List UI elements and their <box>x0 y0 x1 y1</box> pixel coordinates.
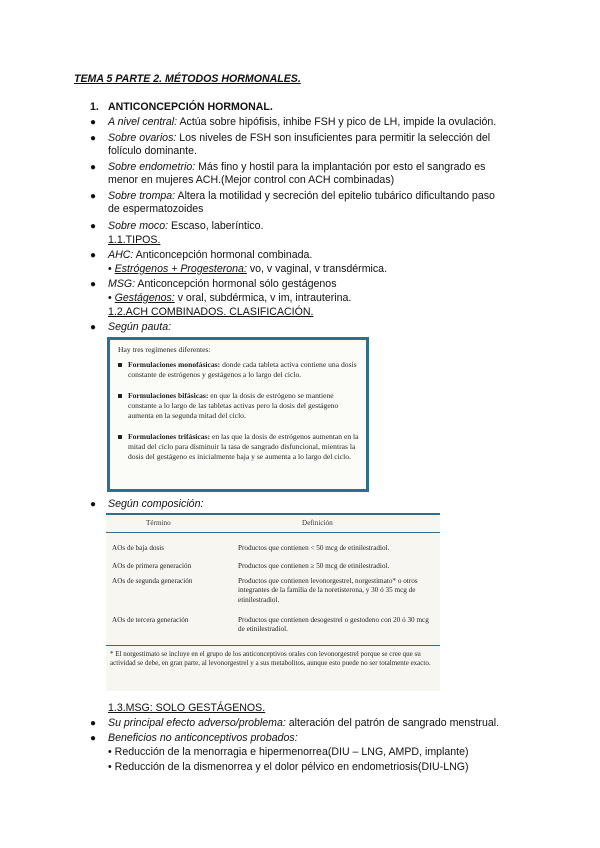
list-item: Sobre moco: Escaso, laberíntico. <box>108 220 264 232</box>
sub-list-item: • Gestágenos: v oral, subdérmica, v im, intrauterina. <box>108 292 352 304</box>
table-cell: AOs de baja dosis <box>112 544 165 552</box>
list-item-continuation: de espermatozoides <box>108 203 204 215</box>
page-title: TEMA 5 PARTE 2. MÉTODOS HORMONALES. <box>74 73 301 85</box>
list-item: Según pauta: <box>108 321 172 333</box>
list-item-continuation: folículo dominante. <box>108 145 197 157</box>
regimen-item: Formulaciones trifásicas: en las que la dosis de estrógenos aumentan en la mitad del ciclo para disminuir la tasa de sangrado disfuncional, mientras la dosis del gestágeno es inicialmente baja y se aumenta a lo largo del ciclo. <box>118 432 364 463</box>
list-item: A nivel central: Actúa sobre hipófisis, inhibe FSH y pico de LH, impide la ovulación. <box>108 116 497 128</box>
bullet-icon: ● <box>90 499 97 510</box>
bullet-icon: ● <box>90 250 97 261</box>
list-item: AHC: Anticoncepción hormonal combinada. <box>108 249 313 261</box>
list-item: MSG: Anticoncepción hormonal sólo gestágenos <box>108 278 337 290</box>
table-cell: Productos que contienen ≥ 50 mcg de etinilestradiol. <box>238 562 390 570</box>
table-cell: AOs de tercera generación <box>112 616 189 624</box>
regimen-item: Formulaciones monofásicas: donde cada tableta activa contiene una dosis constante de estrógenos y gestágenos a lo largo del ciclo. <box>118 360 364 380</box>
bullet-icon: ● <box>90 191 97 202</box>
regimens-intro: Hay tres regímenes diferentes: <box>118 345 211 354</box>
square-bullet-icon <box>118 394 122 398</box>
table-header-rule <box>106 532 440 533</box>
regimen-item: Formulaciones bifásicas: en que la dosis de estrógeno se mantiene constante a lo largo de las tabletas activas pero la dosis del gestágeno aumenta en la segunda mitad del ciclo. <box>118 391 364 422</box>
section-number: 1. <box>90 101 99 113</box>
sub-list-item: • Estrógenos + Progesterona: vo, v vaginal, v transdérmica. <box>108 263 388 275</box>
table-cell: Productos que contienen levonorgestrel, norgestimato* o otros integrantes de la familia de la noretisterona, y 30 ó 35 mcg de etinilestradiol. <box>238 577 418 604</box>
square-bullet-icon <box>118 363 122 367</box>
bullet-icon: ● <box>90 117 97 128</box>
list-item: Beneficios no anticonceptivos probados: <box>108 732 298 744</box>
list-item: Sobre endometrio: Más fino y hostil para la implantación por esto el sangrado es <box>108 161 486 173</box>
table-cell: Productos que contienen desogestrel o gestodeno con 20 ó 30 mcg de etinilestradiol. <box>238 616 429 634</box>
bullet-icon: ● <box>90 162 97 173</box>
table-header-term: Término <box>146 519 171 527</box>
regimens-figure <box>107 337 369 492</box>
table-cell: Productos que contienen < 50 mcg de etinilestradiol. <box>238 544 390 552</box>
bullet-icon: ● <box>90 733 97 744</box>
list-item: Sobre trompa: Altera la motilidad y secreción del epitelio tubárico dificultando paso <box>108 190 495 202</box>
sub-list-item: • Reducción de la dismenorrea y el dolor pélvico en endometriosis(DIU-LNG) <box>108 761 469 773</box>
sub-list-item: • Reducción de la menorragia e hipermenorrea(DIU – LNG, AMPD, implante) <box>108 746 469 758</box>
table-header-definition: Definición <box>302 519 333 527</box>
composition-table <box>106 513 440 691</box>
bullet-icon: ● <box>90 221 97 232</box>
square-bullet-icon <box>118 435 122 439</box>
list-item: Según composición: <box>108 498 204 510</box>
section-heading: ANTICONCEPCIÓN HORMONAL. <box>108 101 273 113</box>
subsection-heading: 1.1.TIPOS. <box>108 234 161 246</box>
bullet-icon: ● <box>90 322 97 333</box>
table-cell: AOs de segunda generación <box>112 577 193 585</box>
table-cell: AOs de primera generación <box>112 562 192 570</box>
bullet-icon: ● <box>90 718 97 729</box>
subsection-heading: 1.2.ACH COMBINADOS. CLASIFICACIÓN. <box>108 306 314 318</box>
bullet-icon: ● <box>90 133 97 144</box>
table-footnote: * El norgestimato se incluye en el grupo de los anticonceptivos orales con levonorgestrel porque se cree que su actividad se debe, en gran parte, al levonorgestrel y a sus metabolitos, aunque esto puede no ser totalmente exacto. <box>110 650 431 668</box>
bullet-icon: ● <box>90 279 97 290</box>
subsection-heading: 1.3.MSG: SOLO GESTÁGENOS. <box>108 702 266 714</box>
table-bottom-rule <box>106 645 440 646</box>
list-item: Sobre ovarios: Los niveles de FSH son insuficientes para permitir la selección del <box>108 132 491 144</box>
table-top-rule <box>106 513 440 515</box>
list-item: Su principal efecto adverso/problema: alteración del patrón de sangrado menstrual. <box>108 717 500 729</box>
list-item-continuation: menor en mujeres ACH.(Mejor control con ACH combinadas) <box>108 174 395 186</box>
